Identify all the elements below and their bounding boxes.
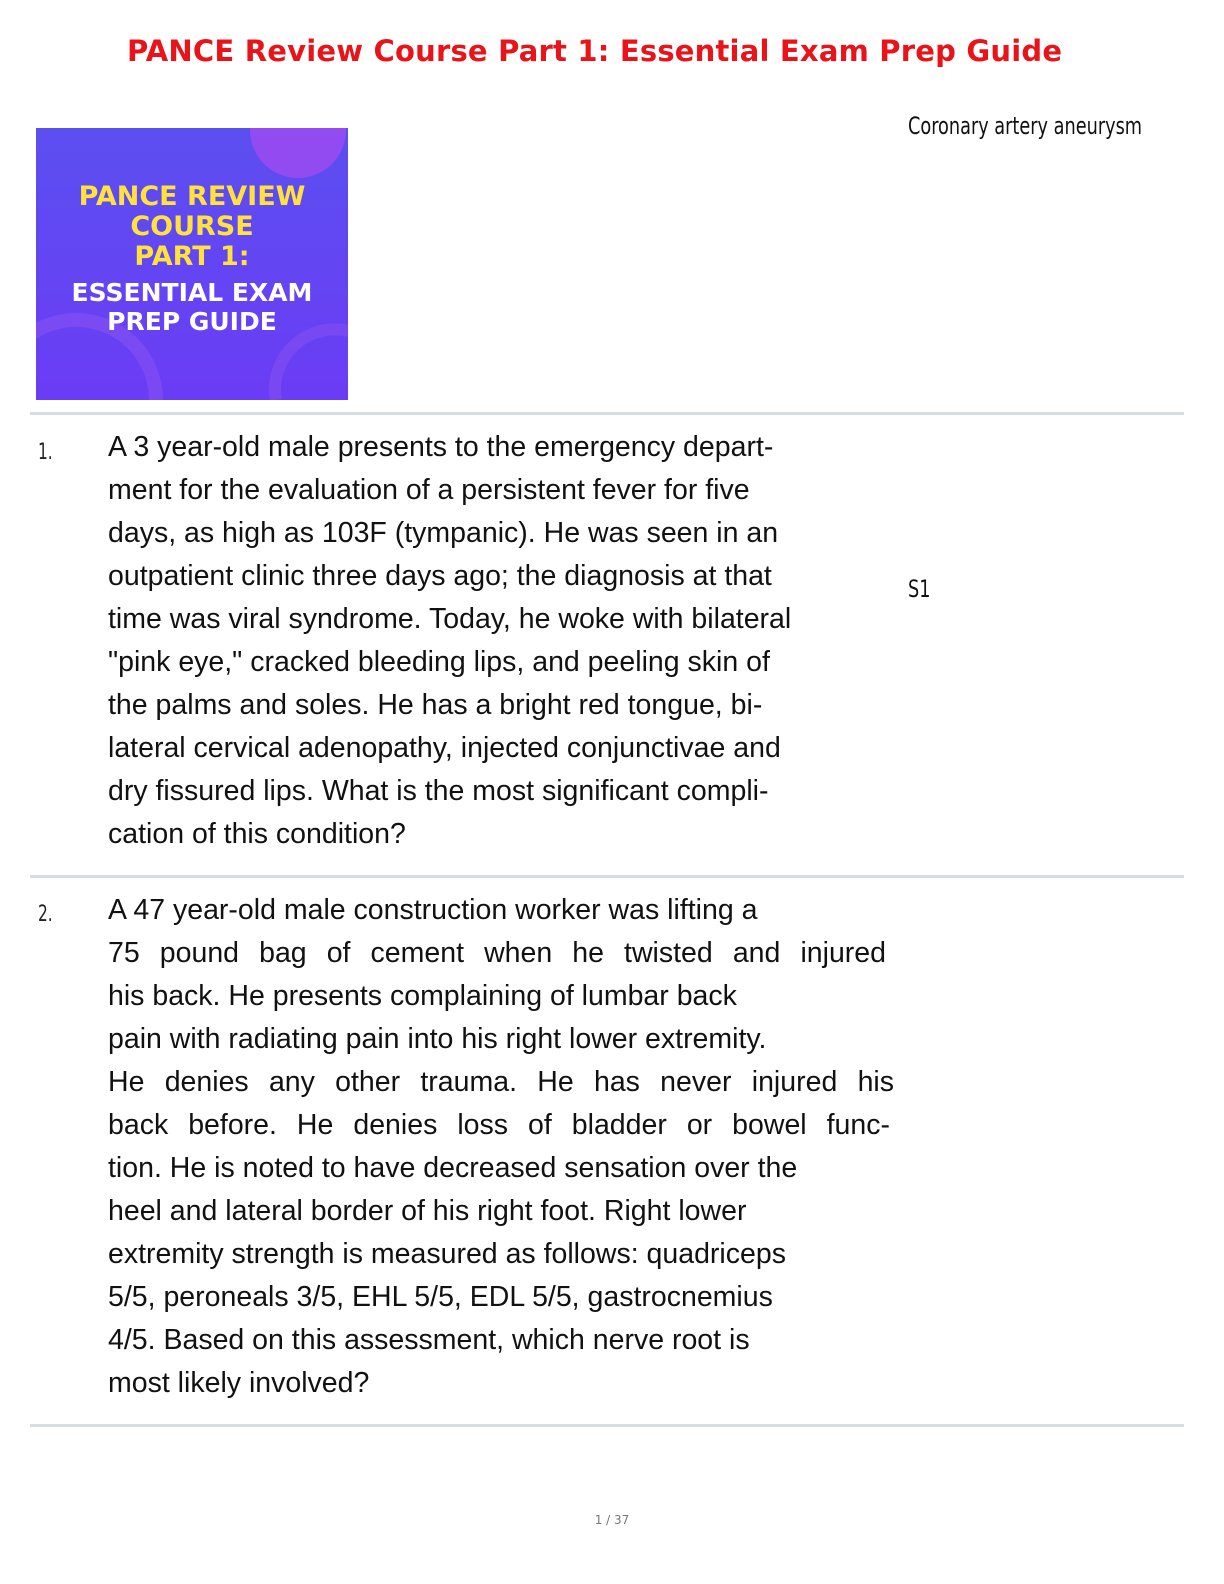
question-line: 75 pound bag of cement when he twisted and injured xyxy=(108,937,886,969)
question-line: dry fissured lips. What is the most significant compli- xyxy=(108,775,769,807)
question-1-number: 1. xyxy=(38,440,53,465)
question-line: 5/5, peroneals 3/5, EHL 5/5, EDL 5/5, gastrocnemius xyxy=(108,1281,773,1313)
answer-1: Coronary artery aneurysm xyxy=(908,112,1143,140)
divider-bottom xyxy=(30,1424,1184,1427)
question-line: A 47 year-old male construction worker was lifting a xyxy=(108,894,758,926)
cover-line-2: COURSE xyxy=(130,211,254,242)
cover-line-3: PART 1: xyxy=(134,241,250,272)
question-line: tion. He is noted to have decreased sensation over the xyxy=(108,1152,798,1184)
cover-line-4: ESSENTIAL EXAM xyxy=(71,278,313,307)
question-line: "pink eye," cracked bleeding lips, and peeling skin of xyxy=(108,646,770,678)
question-2-number: 2. xyxy=(38,902,53,927)
divider-top xyxy=(30,412,1184,415)
question-line: his back. He presents complaining of lumbar back xyxy=(108,980,737,1012)
question-2-text xyxy=(108,889,898,1405)
divider-middle xyxy=(30,875,1184,878)
question-line: most likely involved? xyxy=(108,1367,370,1399)
question-line: time was viral syndrome. Today, he woke with bilateral xyxy=(108,603,792,635)
question-line: A 3 year-old male presents to the emergency depart- xyxy=(108,431,774,463)
cover-image xyxy=(36,128,348,400)
question-line: the palms and soles. He has a bright red tongue, bi- xyxy=(108,689,763,721)
question-line: ment for the evaluation of a persistent fever for five xyxy=(108,474,750,506)
question-line: outpatient clinic three days ago; the diagnosis at that xyxy=(108,560,772,592)
page-indicator: 1 / 37 xyxy=(594,1513,630,1527)
question-line: cation of this condition? xyxy=(108,818,406,850)
cover-line-1: PANCE REVIEW xyxy=(78,181,306,212)
question-line: 4/5. Based on this assessment, which nerve root is xyxy=(108,1324,750,1356)
question-line: lateral cervical adenopathy, injected conjunctivae and xyxy=(108,732,781,764)
question-line: He denies any other trauma. He has never injured his xyxy=(108,1066,894,1098)
question-line: extremity strength is measured as follows: quadriceps xyxy=(108,1238,786,1270)
question-line: pain with radiating pain into his right lower extremity. xyxy=(108,1023,767,1055)
document-title: PANCE Review Course Part 1: Essential Exam Prep Guide xyxy=(127,34,1063,68)
cover-line-5: PREP GUIDE xyxy=(107,307,277,336)
answer-2: S1 xyxy=(908,575,931,603)
question-1-text xyxy=(108,426,898,856)
question-line: back before. He denies loss of bladder or bowel func- xyxy=(108,1109,890,1141)
question-line: days, as high as 103F (tympanic). He was seen in an xyxy=(108,517,779,549)
question-line: heel and lateral border of his right foot. Right lower xyxy=(108,1195,747,1227)
